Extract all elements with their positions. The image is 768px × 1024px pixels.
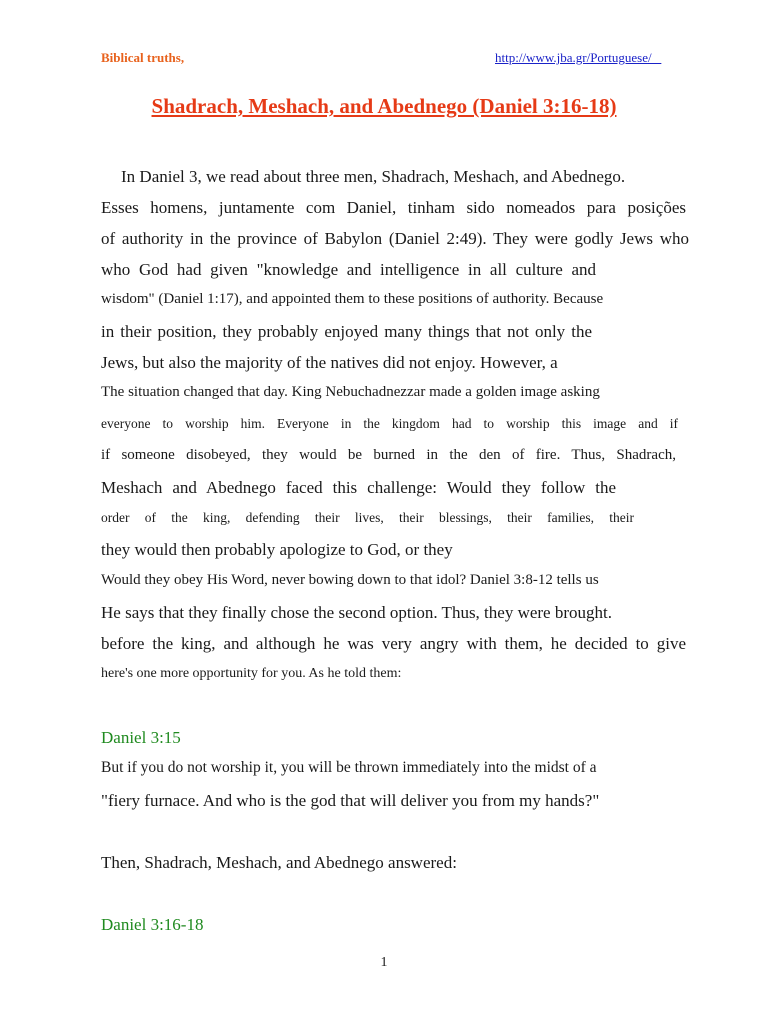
page-number: 1 xyxy=(380,955,388,970)
header-url-link[interactable]: http://www.jba.gr/Portuguese/ xyxy=(495,50,662,65)
body-line: Esses homens, juntamente com Daniel, tinham sido nomeados para posições xyxy=(101,198,686,217)
header-site-name: Biblical truths, xyxy=(101,50,185,65)
body-line: The situation changed that day. King Nebuchadnezzar made a golden image asking xyxy=(101,384,600,400)
body-line: before the king, and although he was very angry with them, he decided to give xyxy=(101,634,686,653)
body-line: they would then probably apologize to God, or they xyxy=(101,540,453,559)
body-line: here's one more opportunity for you. As he told them: xyxy=(101,666,402,681)
verse-line: "fiery furnace. And who is the god that will deliver you from my hands?" xyxy=(101,791,600,810)
body-line: if someone disobeyed, they would be burned in the den of fire. Thus, Shadrach, xyxy=(101,447,676,463)
body-line: Jews, but also the majority of the natives did not enjoy. However, a xyxy=(101,353,558,372)
body-line: He says that they finally chose the second option. Thus, they were brought. xyxy=(101,603,612,622)
body-line: order of the king, defending their lives, their blessings, their families, their xyxy=(101,510,634,525)
body-line: In Daniel 3, we read about three men, Shadrach, Meshach, and Abednego. xyxy=(121,167,626,186)
answer-line: Then, Shadrach, Meshach, and Abednego answered: xyxy=(101,853,457,872)
verse-reference: Daniel 3:15 xyxy=(101,728,181,747)
body-line: wisdom" (Daniel 1:17), and appointed them to these positions of authority. Because xyxy=(101,291,604,307)
body-line: Would they obey His Word, never bowing down to that idol? Daniel 3:8-12 tells us xyxy=(101,572,599,588)
page-title: Shadrach, Meshach, and Abednego (Daniel 3:16-18) xyxy=(151,94,617,118)
body-line: of authority in the province of Babylon (Daniel 2:49). They were godly Jews who xyxy=(101,229,689,248)
body-line: Meshach and Abednego faced this challenge: Would they follow the xyxy=(101,478,616,497)
body-line: who God had given "knowledge and intelligence in all culture and xyxy=(101,260,596,279)
body-line: everyone to worship him. Everyone in the kingdom had to worship this image and if xyxy=(101,416,678,431)
verse-line: But if you do not worship it, you will be thrown immediately into the midst of a xyxy=(101,759,597,776)
body-line: in their position, they probably enjoyed many things that not only the xyxy=(101,322,592,341)
verse-reference: Daniel 3:16-18 xyxy=(101,915,204,934)
